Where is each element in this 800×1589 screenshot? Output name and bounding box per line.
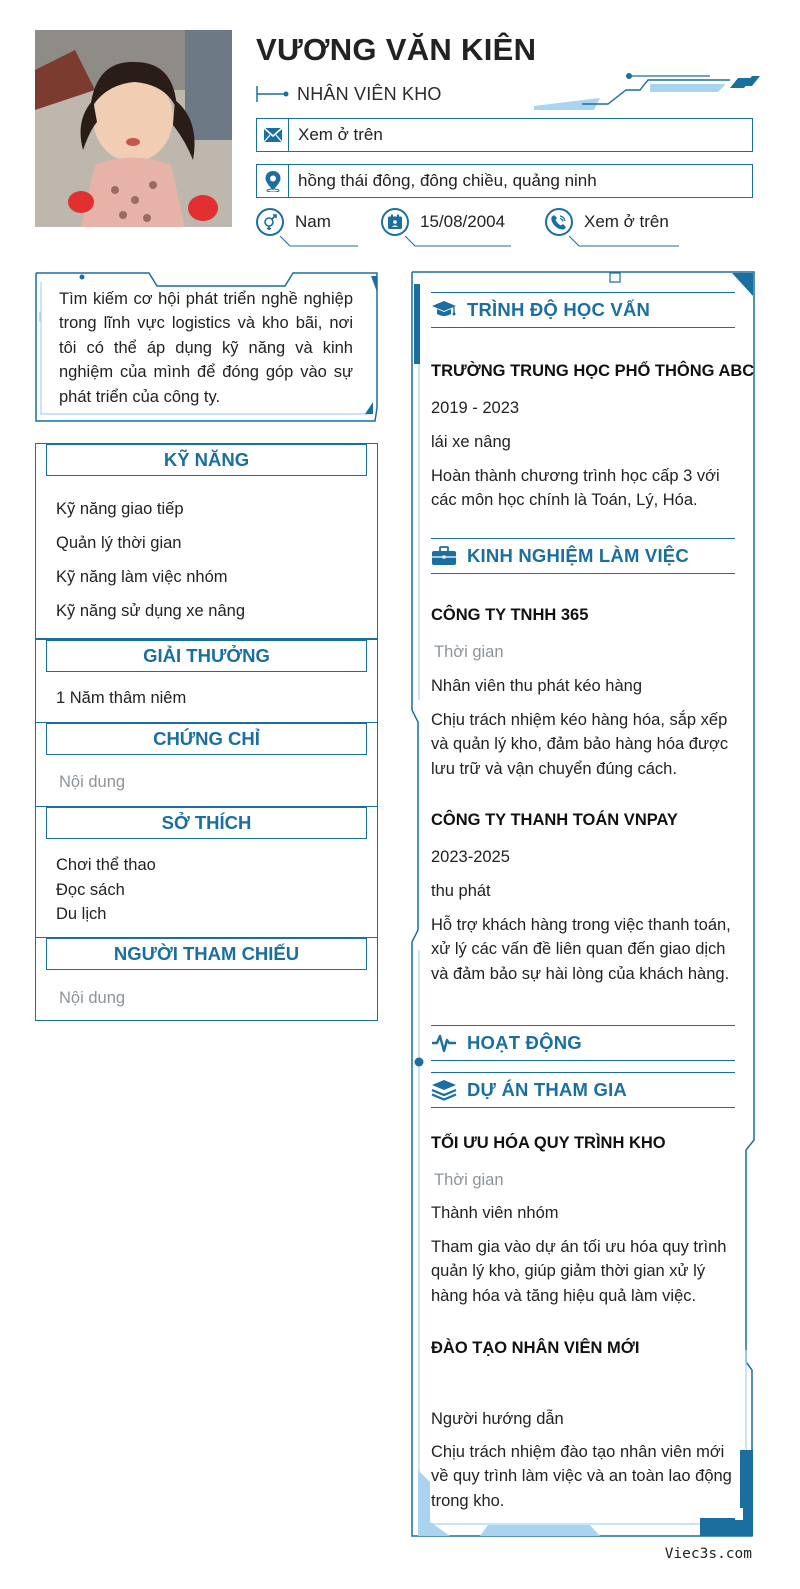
skill-item: Kỹ năng sử dụng xe nâng bbox=[56, 602, 246, 620]
objective-text: Tìm kiếm cơ hội phát triển nghề nghiệp trong lĩnh vực logistics và kho bãi, nơi tôi có thể áp dụng kỹ năng và kinh nghiệm của mình để đóng góp vào sự phát triển của công ty. bbox=[59, 290, 353, 406]
award-item: 1 Năm thâm niêm bbox=[56, 689, 187, 707]
skill-item: Kỹ năng làm việc nhóm bbox=[56, 568, 228, 586]
job-description: Hỗ trợ khách hàng trong việc thanh toán, xử lý các vấn đề liên quan đến giao dịch và đảm bảo sự hài lòng của khách hàng. bbox=[431, 916, 731, 983]
email-value[interactable]: Xem ở trên bbox=[298, 125, 383, 144]
education-school: TRƯỜNG TRUNG HỌC PHỔ THÔNG ABC bbox=[431, 362, 755, 380]
job-role: Nhân viên thu phát kéo hàng bbox=[431, 677, 642, 695]
job-period: 2023-2025 bbox=[431, 848, 510, 866]
skill-item: Quản lý thời gian bbox=[56, 534, 182, 552]
job-description: Chịu trách nhiệm kéo hàng hóa, sắp xếp và quản lý kho, đảm bảo hàng hóa được lưu trữ và vận chuyển đúng cách. bbox=[431, 711, 729, 778]
circuit-decoration bbox=[530, 70, 762, 112]
skills-title: KỸ NĂNG bbox=[46, 444, 367, 476]
birthday-field bbox=[381, 206, 511, 250]
hobby-item: Đọc sách bbox=[56, 880, 125, 899]
briefcase-icon bbox=[431, 546, 467, 566]
project-name: ĐÀO TẠO NHÂN VIÊN MỚI bbox=[431, 1339, 640, 1357]
project-period[interactable]: Thời gian bbox=[434, 1171, 504, 1189]
heartbeat-icon bbox=[431, 1033, 467, 1053]
projects-header bbox=[431, 1072, 735, 1108]
candidate-name: VƯƠNG VĂN KIÊN bbox=[256, 32, 537, 67]
job-company: CÔNG TY TNHH 365 bbox=[431, 606, 589, 624]
calendar-icon bbox=[381, 208, 409, 236]
job-company: CÔNG TY THANH TOÁN VNPAY bbox=[431, 811, 678, 829]
references-title: NGƯỜI THAM CHIẾU bbox=[46, 938, 367, 970]
references-section bbox=[35, 937, 378, 1021]
map-pin-icon bbox=[257, 165, 289, 197]
project-role: Người hướng dẫn bbox=[431, 1410, 564, 1428]
project-role: Thành viên nhóm bbox=[431, 1204, 559, 1222]
phone-icon bbox=[545, 208, 573, 236]
certificates-list bbox=[59, 773, 125, 792]
skills-section bbox=[35, 443, 378, 639]
watermark: Viec3s.com bbox=[664, 1546, 752, 1562]
certificates-placeholder[interactable]: Nội dung bbox=[59, 773, 126, 791]
awards-title: GIẢI THƯỞNG bbox=[46, 640, 367, 672]
title-line-icon bbox=[256, 84, 290, 104]
hobbies-list bbox=[56, 856, 156, 930]
experience-header bbox=[431, 538, 735, 574]
projects-title: DỰ ÁN THAM GIA bbox=[467, 1079, 627, 1100]
gender-value: Nam bbox=[295, 212, 331, 231]
experience-title: KINH NGHIỆM LÀM VIỆC bbox=[467, 545, 689, 566]
hobby-item: Du lịch bbox=[56, 905, 107, 923]
layers-icon bbox=[431, 1079, 467, 1101]
email-row bbox=[256, 118, 753, 152]
profile-photo bbox=[35, 30, 232, 227]
education-major: lái xe nâng bbox=[431, 433, 511, 451]
graduation-cap-icon bbox=[431, 300, 467, 320]
project-name: TỐI ƯU HÓA QUY TRÌNH KHO bbox=[431, 1134, 666, 1152]
job-period[interactable]: Thời gian bbox=[434, 643, 504, 661]
hobbies-section bbox=[35, 806, 378, 938]
hobby-item: Chơi thể thao bbox=[56, 856, 156, 874]
awards-section bbox=[35, 639, 378, 723]
project-description: Chịu trách nhiệm đào tạo nhân viên mới về quy trình làm việc và an toàn lao động trong kho. bbox=[431, 1443, 732, 1510]
certificates-section bbox=[35, 722, 378, 807]
gender-field bbox=[256, 206, 366, 250]
job-title-row bbox=[256, 82, 442, 106]
skill-item: Kỹ năng giao tiếp bbox=[56, 500, 184, 518]
birthday-value: 15/08/2004 bbox=[420, 212, 506, 231]
activities-title: HOẠT ĐỘNG bbox=[467, 1032, 582, 1053]
address-row bbox=[256, 164, 753, 198]
education-header bbox=[431, 292, 735, 328]
job-title: NHÂN VIÊN KHO bbox=[297, 83, 442, 104]
phone-field bbox=[545, 206, 685, 250]
hobbies-title: SỞ THÍCH bbox=[46, 807, 367, 839]
envelope-icon bbox=[257, 119, 289, 151]
education-title: TRÌNH ĐỘ HỌC VẤN bbox=[467, 299, 651, 320]
certificates-title: CHỨNG CHỈ bbox=[46, 723, 367, 755]
education-description: Hoàn thành chương trình học cấp 3 với các môn học chính là Toán, Lý, Hóa. bbox=[431, 467, 720, 510]
references-placeholder[interactable]: Nội dung bbox=[59, 989, 126, 1007]
job-role: thu phát bbox=[431, 882, 491, 900]
gender-icon bbox=[256, 208, 284, 236]
phone-value[interactable]: Xem ở trên bbox=[584, 212, 669, 231]
address-value: hồng thái đông, đông chiều, quảng ninh bbox=[298, 171, 597, 190]
activities-header bbox=[431, 1025, 735, 1061]
references-list bbox=[59, 989, 125, 1008]
skills-list bbox=[56, 500, 245, 636]
project-description: Tham gia vào dự án tối ưu hóa quy trình quản lý kho, giúp giảm thời gian xử lý hàng hóa và tăng hiệu quả làm việc. bbox=[431, 1238, 727, 1305]
education-period: 2019 - 2023 bbox=[431, 399, 520, 417]
awards-list bbox=[56, 689, 186, 708]
